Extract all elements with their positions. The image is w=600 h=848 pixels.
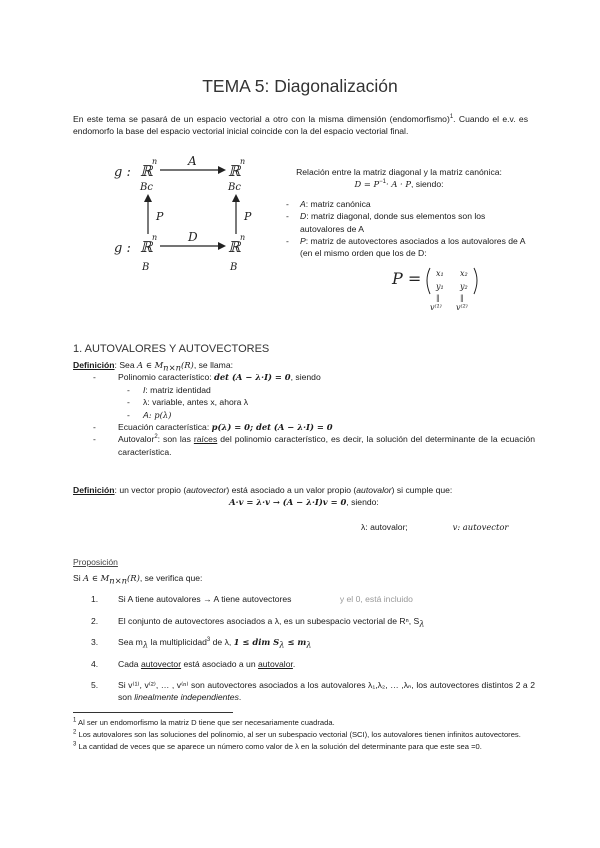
autovalor-text: del polinomio característico, es decir, la solución del determinante de la ecuación característica.: [118, 434, 535, 457]
diagram-sup-n-2: n: [240, 157, 246, 166]
prop-num-3: 3.: [91, 637, 99, 648]
footnotes: [73, 718, 535, 752]
relation-heading: Relación entre la matriz diagonal y la matriz canónica:: [296, 167, 502, 177]
diagram-sup-n-1: n: [152, 157, 158, 166]
prop-num-2: 2.: [91, 615, 99, 626]
relation-list: [268, 198, 530, 260]
matrix-p: P =: [392, 268, 422, 288]
prop-text-5a: Si v⁽¹⁾, v⁽²⁾, … , v⁽ⁿ⁾ son autovectores asociados a los autovalores λ₁,λ₂, … ,λₙ, los autovectores distintos 2 a 2 son: [118, 680, 535, 703]
formula-end: , siendo:: [411, 179, 444, 190]
relation-formula: [268, 178, 530, 190]
relation-item-a-sym: A: [300, 198, 306, 209]
footnote-2-num: 2: [73, 729, 77, 736]
prop-intro-a: Si: [73, 573, 84, 583]
poly-item-lambda: [73, 396, 535, 408]
poly-line: [73, 371, 535, 383]
diagram-base-bottom-right: B: [230, 262, 238, 273]
intro-line1: En este tema se pasará de un espacio vectorial a otro con la misma dimensión (endomorfismo): [73, 114, 450, 124]
poly-item-i-sym: I: [143, 384, 146, 395]
prop-item-1: [73, 593, 535, 605]
prop-sub-3a: λ: [142, 639, 149, 650]
autovalor-raices: raíces: [193, 434, 218, 445]
prop-item-5: [73, 679, 535, 704]
diagram-p-left: P: [156, 210, 164, 223]
poly-math: det (A − λ·I) = 0: [214, 372, 291, 383]
footnote-rule: [73, 712, 233, 713]
formula-sup: −1: [379, 179, 387, 186]
diagram-base-bottom-left: B: [142, 262, 150, 273]
prop-text-4c: .: [292, 658, 296, 669]
def2-text-c: ) si cumple que:: [391, 485, 453, 495]
matrix-d: y₂: [460, 281, 468, 291]
legend-v: v: autovector: [452, 521, 509, 532]
arrow-d-head: [218, 242, 226, 250]
relation-item-d-text: : matriz diagonal, donde sus elementos son los autovalores de A: [300, 211, 486, 234]
footnote-1: [73, 718, 535, 728]
def1-sub: n×n: [163, 362, 181, 373]
intro-paragraph: [73, 113, 528, 138]
footnote-3-num: 3: [73, 741, 77, 748]
def1-math2: (R): [180, 360, 194, 370]
matrix-eq1: ‖: [436, 293, 440, 302]
poly-label: Polinomio característico:: [118, 372, 214, 383]
def2-formula: A·v = λ·v → (A − λ·I)v = 0: [229, 497, 347, 508]
def1-math: A ∈ M: [137, 360, 164, 370]
def2-label: Definición: [73, 485, 115, 495]
prop-text-2: El conjunto de autovectores asociados a λ, es un subespacio vectorial de Rⁿ, S: [118, 615, 420, 626]
intro-line1-end: .: [453, 114, 456, 124]
footnote-ref-2: 2: [154, 434, 158, 441]
autovalor-pre: : son las: [157, 434, 194, 445]
prop-note-1: y el 0, está incluido: [339, 594, 413, 605]
prop-text-3a: Sea m: [118, 637, 143, 648]
footnote-ref-1: 1: [449, 114, 454, 121]
matrix-c: y₁: [436, 281, 444, 291]
prop-math-3b: ≤ m: [284, 637, 307, 648]
prop-intro-end: , se verifica que:: [139, 573, 203, 583]
prop-intro: [73, 572, 535, 584]
def2-formula-line: [73, 496, 535, 508]
arrow-a-head: [218, 166, 226, 174]
definition-2: [73, 484, 535, 533]
prop-it-5: linealmente independientes: [134, 692, 239, 703]
prop-math-3: 1 ≤ dim S: [233, 637, 280, 648]
eq-label: Ecuación característica:: [118, 422, 212, 433]
def2-text-b: ) está asociado a un valor propio (: [226, 485, 357, 495]
def2-formula-end: , siendo:: [346, 497, 379, 508]
prop-item-3: [73, 636, 535, 648]
diagram-p-right: P: [244, 210, 252, 223]
definition-1: [73, 359, 535, 458]
diagram-arrow-d-label: D: [188, 230, 198, 244]
footnote-1-num: 1: [73, 717, 77, 724]
prop-sub-2: λ: [419, 618, 425, 629]
matrix-a: x₁: [436, 268, 444, 278]
diagram-sup-n-3: n: [152, 233, 158, 242]
diagram-base-top-left: Bc: [140, 182, 153, 193]
relation-item-p-text: : matriz de autovectores asociados a los autovalores de A (en el mismo orden que los de D:: [300, 236, 526, 259]
prop-text-3c: de λ,: [210, 637, 234, 648]
prop-item-2: [73, 615, 535, 627]
poly-item-lambda-sym: λ: [143, 397, 148, 408]
poly-item-a-text: : p(λ): [148, 409, 172, 420]
handwritten-matrix: [390, 262, 510, 312]
def2-line: [73, 484, 535, 496]
def2-text-a: : un vector propio (: [114, 485, 187, 495]
matrix-eq2: ‖: [460, 293, 464, 302]
section-heading-autovalores: 1. AUTOVALORES Y AUTOVECTORES: [73, 343, 270, 355]
relation-item-d-sym: D: [300, 211, 307, 222]
prop-text-4a: Cada: [118, 658, 141, 669]
eq-line: [73, 421, 535, 433]
proposition-block: [73, 572, 535, 704]
prop-num-5: 5.: [91, 680, 99, 691]
diagram-f-bottom: g :: [114, 241, 131, 256]
diagram-r-top-right: ℝ: [228, 162, 241, 180]
proposition-list: [73, 593, 535, 703]
footnote-3: [73, 742, 535, 752]
footnote-ref-3: 3: [206, 637, 211, 644]
diagram-r-bottom-left: ℝ: [140, 238, 153, 256]
diagram-r-top-left: ℝ: [140, 162, 153, 180]
prop-intro-math2: (R): [127, 573, 140, 583]
formula-part-b: · A · P: [386, 179, 412, 190]
autovalor-line: [73, 433, 535, 458]
prop-text-5b: .: [238, 692, 242, 703]
poly-item-a: [73, 409, 535, 421]
poly-item-i-text: : matriz identidad: [145, 384, 211, 395]
relation-item-p-sym: P: [300, 236, 306, 247]
poly-item-a-sym: A: [143, 409, 149, 420]
footnote-1-text: Al ser un endomorfismo la matriz D tiene que ser necesariamente cuadrada.: [78, 718, 335, 727]
def1-label: Definición: [73, 360, 115, 370]
prop-text-1: Si A tiene autovalores → A tiene autovectores: [118, 594, 292, 605]
diagram-sup-n-4: n: [240, 233, 246, 242]
def2-autovector: autovector: [186, 485, 227, 495]
intro-line2: Cuando el e.v. es endomorfo la base del espacio vectorial inicial coincide con la del espacio vectorial final.: [73, 114, 529, 137]
formula-part-a: D = P: [354, 179, 380, 190]
prop-sub-3b: λ: [279, 639, 285, 650]
def1-end: , se llama:: [193, 360, 233, 370]
prop-item-4: [73, 658, 535, 670]
matrix-left-paren: [427, 268, 430, 294]
prop-num-4: 4.: [91, 658, 99, 669]
def1-line: [73, 359, 535, 371]
arrow-p-left-head: [144, 194, 152, 202]
footnote-2: [73, 730, 535, 740]
prop-num-1: 1.: [91, 594, 99, 605]
matrix-v1: v⁽¹⁾: [430, 302, 442, 312]
matrix-right-paren: [474, 268, 477, 294]
def1-text: : Sea: [114, 360, 138, 370]
poly-item-lambda-text: : variable, antes x, ahora λ: [147, 397, 249, 408]
footnote-2-text: Los autovalores son las soluciones del polinomio, al ser un subespacio vectorial (SCI), los autovalores tienen infinitos autovectores.: [78, 730, 521, 739]
relation-item-d: [268, 210, 530, 235]
relation-item-p: [268, 235, 530, 260]
prop-u-autovalor: autovalor: [258, 658, 293, 669]
poly-end: , siendo: [290, 372, 321, 383]
prop-text-4b: está asociado a un: [181, 658, 258, 669]
page-title: TEMA 5: Diagonalización: [202, 76, 398, 96]
matrix-b: x₂: [460, 268, 468, 278]
prop-intro-sub: n×n: [109, 575, 127, 586]
endomorphism-diagram: [112, 150, 272, 278]
def2-legend: [73, 521, 535, 533]
matrix-v2: v⁽²⁾: [456, 302, 468, 312]
prop-u-autovector: autovector: [140, 658, 182, 669]
footnote-3-text: La cantidad de veces que se aparece un número como valor de λ en la solución del determinante para que este sea =0.: [78, 742, 482, 751]
prop-text-3b: la multiplicidad: [148, 637, 207, 648]
diagram-r-bottom-right: ℝ: [228, 238, 241, 256]
relation-item-a-text: : matriz canónica: [305, 198, 371, 209]
autovalor-label: Autovalor: [118, 434, 155, 445]
diagram-base-top-right: Bc: [228, 182, 241, 193]
relation-item-a: [268, 198, 530, 210]
diagram-f-top: g :: [114, 165, 131, 180]
eq-math: p(λ) = 0; det (A − λ·I) = 0: [211, 422, 333, 433]
relation-block: [268, 166, 530, 312]
def2-autovalor: autovalor: [356, 485, 392, 495]
legend-lambda: λ: autovalor;: [361, 521, 408, 532]
diagram-arrow-a-label: A: [188, 154, 197, 168]
poly-item-i: [73, 384, 535, 396]
prop-intro-math: A ∈ M: [83, 573, 110, 583]
arrow-p-right-head: [232, 194, 240, 202]
proposition-heading: Proposición: [73, 557, 118, 567]
prop-sub-3c: λ: [306, 639, 312, 650]
